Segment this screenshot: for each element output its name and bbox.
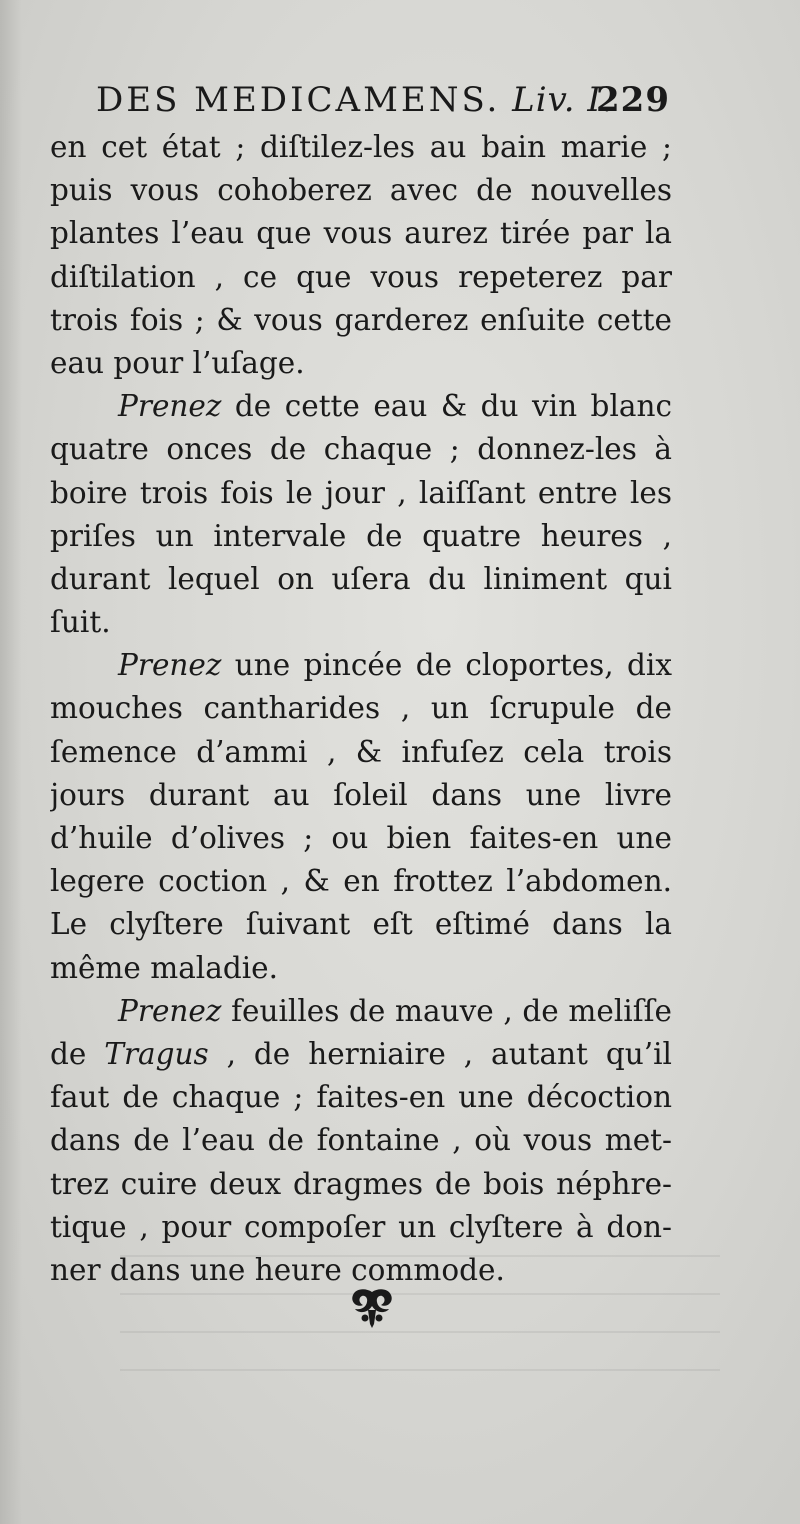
line-text: boire trois fois le jour , laiſſant entre les xyxy=(50,475,672,510)
line-text: eau pour l’uſage. xyxy=(50,345,305,380)
show-through-shadow xyxy=(120,1255,720,1375)
text-line xyxy=(50,1163,672,1206)
line-text: puis vous cohoberez avec de nouvelles xyxy=(50,173,672,208)
line-text: mouches cantharides , un ſcrupule de xyxy=(50,691,672,726)
page-gutter-shadow xyxy=(0,0,22,1524)
line-text: ner dans une heure commode. xyxy=(50,1252,505,1287)
line-text: en cet état ; diſtilez-les au bain marie ; xyxy=(50,130,672,164)
paragraph-lead-word: Prenez xyxy=(118,389,222,424)
fleuron-ornament-icon xyxy=(344,1286,400,1330)
line-text: tique , pour compoſer un clyſtere à don- xyxy=(50,1209,672,1244)
body-text xyxy=(50,126,672,1292)
line-text: legere coction , & en frottez l’abdomen. xyxy=(50,864,672,899)
text-line xyxy=(50,860,672,903)
text-line xyxy=(50,169,672,212)
line-text: priſes un intervale de quatre heures , xyxy=(50,518,672,553)
text-line xyxy=(50,1076,672,1119)
line-text: une pincée de cloportes, dix xyxy=(221,648,672,683)
text-line xyxy=(50,558,672,601)
italic-term: Tragus xyxy=(104,1036,209,1071)
line-text: feuilles de mauve , de meliſſe xyxy=(221,993,672,1028)
line-text: plantes l’eau que vous aurez tirée par la xyxy=(50,216,672,251)
text-line xyxy=(50,472,672,515)
line-text: diſtilation , ce que vous repeterez par xyxy=(50,259,672,294)
text-line xyxy=(50,1033,672,1076)
line-text: dans de l’eau de fontaine , où vous met- xyxy=(50,1123,672,1158)
text-line xyxy=(50,817,672,860)
line-text: de cette eau & du vin blanc xyxy=(221,389,672,424)
line-text: Le clyſtere ſuivant eſt eſtimé dans la xyxy=(50,907,672,942)
paragraph-lead-word: Prenez xyxy=(118,648,222,683)
text-line xyxy=(50,947,672,990)
line-text: trois fois ; & vous garderez enſuite cette xyxy=(50,302,672,337)
text-line xyxy=(50,299,672,342)
text-line xyxy=(50,342,672,385)
text-line xyxy=(50,1206,672,1249)
line-text: quatre onces de chaque ; donnez-les à xyxy=(50,432,672,467)
text-line xyxy=(50,256,672,299)
line-text: trez cuire deux dragmes de bois néphre- xyxy=(50,1166,672,1201)
text-line xyxy=(50,644,672,687)
line-text: faut de chaque ; faites-en une décoction xyxy=(50,1080,672,1115)
line-text: d’huile d’olives ; ou bien faites-en une xyxy=(50,821,672,855)
running-header xyxy=(96,80,670,124)
line-text: ſuit. xyxy=(50,605,111,640)
text-line xyxy=(50,990,672,1033)
text-line xyxy=(50,515,672,558)
page-number: 229 xyxy=(596,80,670,120)
text-line xyxy=(50,903,672,946)
text-line xyxy=(50,601,672,644)
line-text-after: , de herniaire , autant qu’il xyxy=(208,1036,672,1071)
text-line xyxy=(50,385,672,428)
line-text: ſemence d’ammi , & infuſez cela trois xyxy=(50,734,672,769)
text-line xyxy=(50,731,672,774)
header-title: DES MEDICAMENS. xyxy=(96,80,501,120)
text-line xyxy=(50,428,672,471)
text-line xyxy=(50,687,672,730)
line-text: jours durant au ſoleil dans une livre xyxy=(50,777,672,812)
line-text: même maladie. xyxy=(50,950,278,985)
line-text: durant lequel on uſera du liniment qui xyxy=(50,561,672,596)
text-line xyxy=(50,126,672,169)
text-line xyxy=(50,774,672,817)
header-book: Liv. I. xyxy=(512,80,614,120)
text-line xyxy=(50,1119,672,1162)
text-line xyxy=(50,212,672,255)
line-text: de xyxy=(50,1036,105,1071)
paragraph-lead-word: Prenez xyxy=(118,993,222,1028)
